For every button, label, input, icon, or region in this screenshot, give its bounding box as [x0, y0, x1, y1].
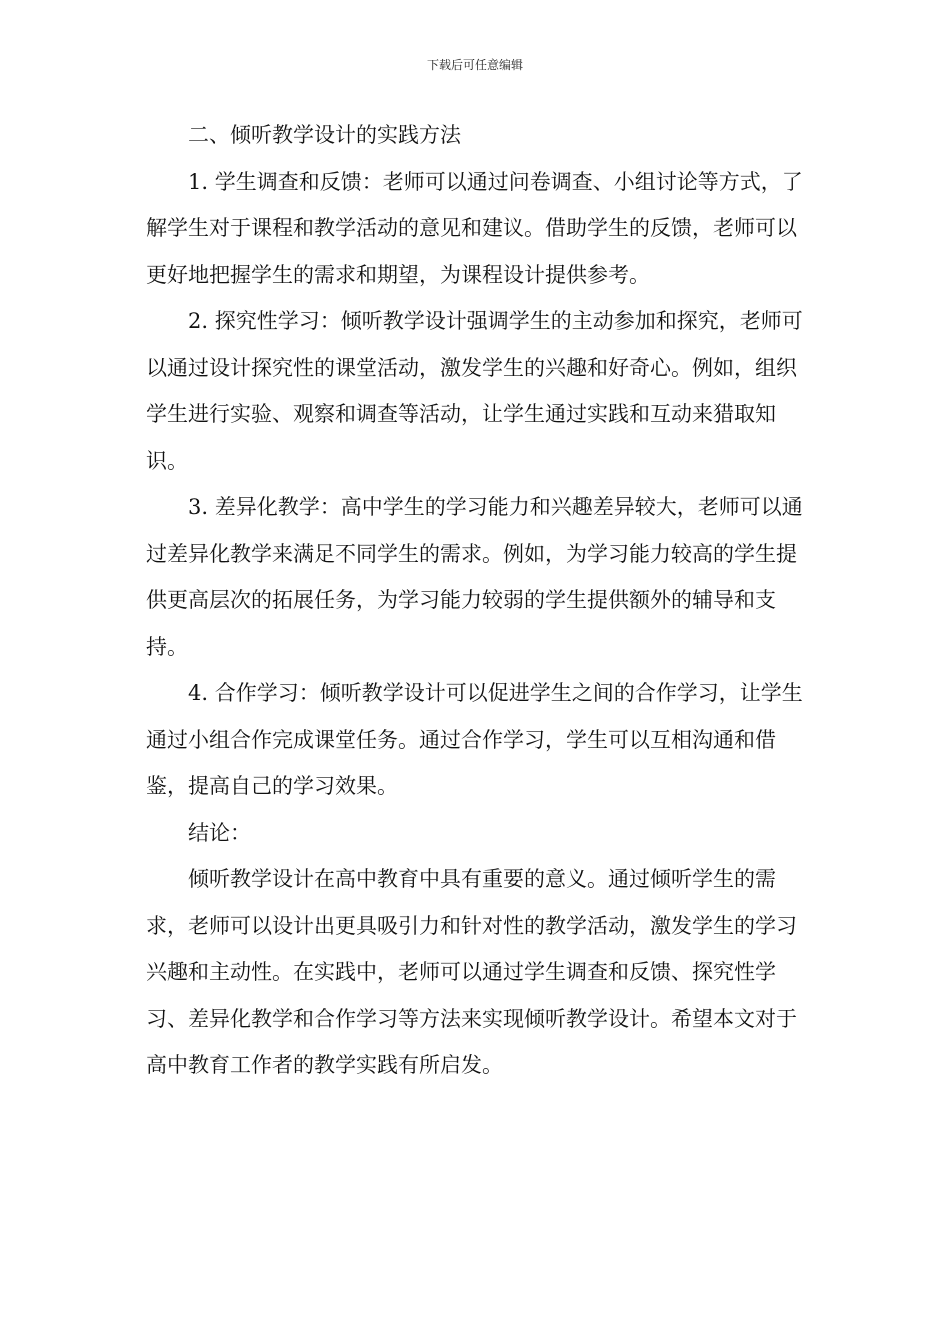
paragraph-3: 3. 差异化教学：高中学生的学习能力和兴趣差异较大，老师可以通过差异化教学来满足不同学生的需求。例如，为学习能力较高的学生提供更高层次的拓展任务，为学习能力较弱的学生提供额外的辅导和支持。 [146, 495, 803, 659]
paragraph-1: 1. 学生调查和反馈：老师可以通过问卷调查、小组讨论等方式，了解学生对于课程和教学活动的意见和建议。借助学生的反馈，老师可以更好地把握学生的需求和期望，为课程设计提供参考。 [146, 169, 803, 287]
section-title: 二、倾听教学设计的实践方法 [188, 123, 461, 147]
page-header: 下载后可任意编辑 [426, 58, 523, 72]
conclusion-paragraph: 倾听教学设计在高中教育中具有重要的意义。通过倾听学生的需求，老师可以设计出更具吸引力和针对性的教学活动，激发学生的学习兴趣和主动性。在实践中，老师可以通过学生调查和反馈、探究性学习、差异化教学和合作学习等方法来实现倾听教学设计。希望本文对于高中教育工作者的教学实践有所启发。 [146, 867, 797, 1077]
paragraph-2: 2. 探究性学习：倾听教学设计强调学生的主动参加和探究，老师可以通过设计探究性的课堂活动，激发学生的兴趣和好奇心。例如，组织学生进行实验、观察和调查等活动，让学生通过实践和互动来猎取知识。 [146, 309, 803, 473]
conclusion-heading: 结论： [188, 820, 251, 845]
document-body [146, 112, 806, 1089]
paragraph-4: 4. 合作学习：倾听教学设计可以促进学生之间的合作学习，让学生通过小组合作完成课堂任务。通过合作学习，学生可以互相沟通和借鉴，提高自己的学习效果。 [146, 681, 803, 798]
